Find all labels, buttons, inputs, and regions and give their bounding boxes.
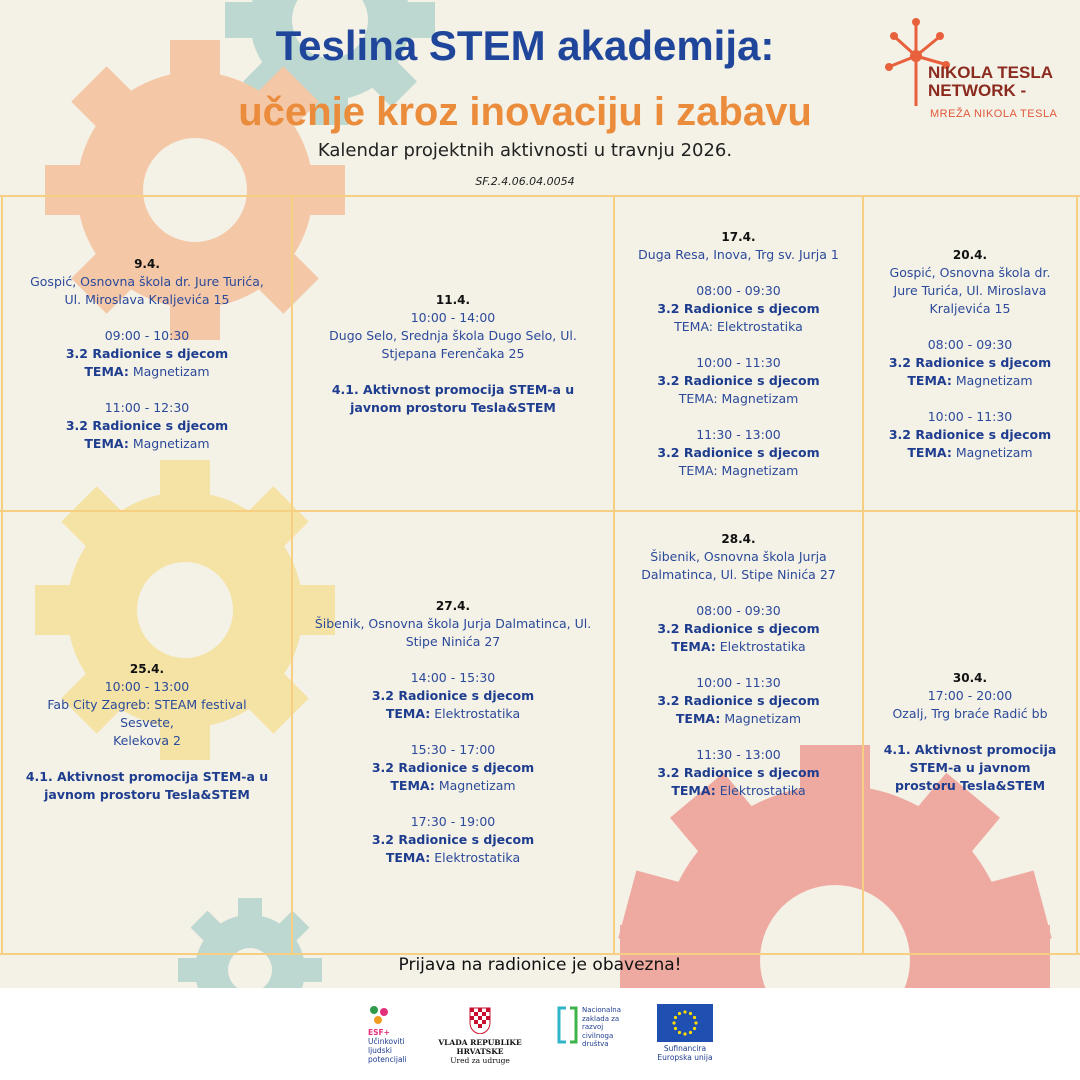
page-subtitle: učenje kroz inovaciju i zabavu xyxy=(238,90,812,134)
eu-star-icon xyxy=(693,1027,696,1030)
eu-star-icon xyxy=(683,1010,686,1013)
session-activity: 3.2 Radionice s djecom xyxy=(657,372,820,388)
croatia-coat-of-arms-icon xyxy=(468,1004,492,1034)
esf-title: ESF+ xyxy=(368,1028,390,1037)
session-activity: 3.2 Radionice s djecom xyxy=(65,345,229,361)
eu-flag-icon xyxy=(657,1004,713,1042)
event-location: Dugo Selo, Srednja škola Dugo Selo, Ul. Stjepana Ferenčaka 25 xyxy=(329,327,577,361)
session-activity: 3.2 Radionice s djecom xyxy=(65,417,229,433)
event-28-4 xyxy=(616,512,861,952)
esf-icon xyxy=(368,1004,392,1026)
calendar-caption: Kalendar projektnih aktivnosti u travnju 2026. xyxy=(317,140,733,161)
nz-line: zaklada za xyxy=(582,1014,620,1023)
session-topic: TEMA: Magnetizam xyxy=(678,462,799,478)
logo-line2: NETWORK - xyxy=(928,81,1027,100)
session-topic: TEMA: Elektrostatika xyxy=(674,318,803,334)
eu-line: Europska unija xyxy=(657,1053,713,1062)
registration-note: Prijava na radionice je obavezna! xyxy=(398,955,682,975)
eu-logo xyxy=(652,1004,718,1062)
session-time: 10:00 - 11:30 xyxy=(696,675,781,690)
session-time: 08:00 - 09:30 xyxy=(696,282,781,298)
session-time: 09:00 - 10:30 xyxy=(104,327,190,343)
event-20-4 xyxy=(865,197,1075,510)
eu-star-icon xyxy=(689,1012,692,1015)
session-time: 11:00 - 12:30 xyxy=(104,399,190,415)
event-27-4 xyxy=(294,512,612,952)
event-date: 11.4. xyxy=(435,292,471,307)
vlada-title: VLADA REPUBLIKE HRVATSKE xyxy=(438,1038,522,1056)
event-date: 20.4. xyxy=(952,247,988,262)
event-location: Gospić, Osnovna škola dr. Jure Turića, Ul. Miroslava Kraljevića 15 xyxy=(30,273,264,307)
event-date: 9.4. xyxy=(134,256,160,271)
event-9-4 xyxy=(4,197,290,510)
session-activity: 3.2 Radionice s djecom xyxy=(888,426,1052,442)
session-time: 14:00 - 15:30 xyxy=(410,670,496,685)
esf-line: Učinkoviti xyxy=(368,1037,405,1046)
session-topic: TEMA: Magnetizam xyxy=(678,390,799,406)
event-25-4 xyxy=(4,512,290,952)
esf-line: ljudski xyxy=(368,1046,393,1055)
session-topic: TEMA: Elektrostatika xyxy=(671,639,806,654)
event-date: 17.4. xyxy=(721,229,756,244)
event-date: 28.4. xyxy=(721,532,756,546)
session-activity: 3.2 Radionice s djecom xyxy=(657,765,820,780)
event-date: 25.4. xyxy=(129,662,165,676)
nzrcd-bracket-icon xyxy=(556,1006,578,1044)
nz-line: Nacionalna xyxy=(582,1006,621,1014)
session-time: 08:00 - 09:30 xyxy=(927,336,1013,352)
session-activity: 3.2 Radionice s djecom xyxy=(657,444,820,460)
session-topic: TEMA: Magnetizam xyxy=(907,444,1033,460)
event-location: Gospić, Osnovna škola dr. Jure Turića, Ul. Miroslava Kraljevića 15 xyxy=(889,264,1051,316)
session-topic: TEMA: Magnetizam xyxy=(84,435,210,451)
session-topic: TEMA: Elektrostatika xyxy=(385,706,521,721)
event-activity: 4.1. Aktivnost promocija STEM-a u javnom prostoru Tesla&STEM xyxy=(25,769,269,802)
session-activity: 3.2 Radionice s djecom xyxy=(371,832,535,847)
eu-star-icon xyxy=(674,1016,677,1019)
session-topic: TEMA: Elektrostatika xyxy=(385,850,521,865)
session-activity: 3.2 Radionice s djecom xyxy=(657,693,820,708)
session-activity: 3.2 Radionice s djecom xyxy=(657,300,820,316)
eu-star-icon xyxy=(693,1016,696,1019)
eu-star-icon xyxy=(694,1021,697,1024)
nzrcd-logo xyxy=(556,1006,621,1049)
session-activity: 3.2 Radionice s djecom xyxy=(371,760,535,775)
session-time: 11:30 - 13:00 xyxy=(696,747,781,762)
session-time: 10:00 - 11:30 xyxy=(696,354,781,370)
session-topic: TEMA: Magnetizam xyxy=(907,372,1033,388)
session-time: 10:00 - 11:30 xyxy=(927,408,1013,424)
nz-line: razvoj xyxy=(582,1023,604,1031)
eu-star-icon xyxy=(678,1012,681,1015)
logo-subtext: MREŽA NIKOLA TESLA xyxy=(930,108,1058,120)
event-time: 17:00 - 20:00 xyxy=(927,688,1013,703)
event-time: 10:00 - 14:00 xyxy=(410,309,496,325)
logo-text xyxy=(928,64,1053,100)
logo-line1: NIKOLA TESLA xyxy=(928,63,1053,82)
session-topic: TEMA: Magnetizam xyxy=(84,363,210,379)
event-11-4 xyxy=(294,197,612,510)
session-activity: 3.2 Radionice s djecom xyxy=(657,621,820,636)
page-title: Teslina STEM akademija: xyxy=(275,22,775,69)
project-code: SF.2.4.06.04.0054 xyxy=(475,175,575,188)
event-activity: 4.1. Aktivnost promocija STEM-a u javnom prostoru Tesla&STEM xyxy=(883,742,1057,793)
nz-line: civilnoga xyxy=(582,1031,614,1040)
calendar-grid xyxy=(0,195,1080,955)
session-activity: 3.2 Radionice s djecom xyxy=(888,354,1052,370)
vlada-subtitle: Ured za udruge xyxy=(450,1056,510,1065)
event-time: 10:00 - 13:00 xyxy=(104,679,190,694)
esf-line: potencijali xyxy=(368,1055,407,1064)
nz-line: društva xyxy=(582,1040,609,1048)
event-date: 30.4. xyxy=(952,671,988,685)
session-time: 08:00 - 09:30 xyxy=(696,603,781,618)
footer-logos xyxy=(0,988,1080,1080)
session-topic: TEMA: Magnetizam xyxy=(390,778,516,793)
session-activity: 3.2 Radionice s djecom xyxy=(371,688,535,703)
eu-line: Sufinancira xyxy=(663,1044,707,1053)
vlada-logo xyxy=(420,1004,540,1065)
eu-star-icon xyxy=(678,1031,681,1034)
esf-logo xyxy=(368,1004,407,1064)
session-topic: TEMA: Magnetizam xyxy=(675,711,802,726)
event-activity: 4.1. Aktivnost promocija STEM-a u javnom prostoru Tesla&STEM xyxy=(331,381,575,415)
event-date: 27.4. xyxy=(435,599,471,613)
event-location-line: Sesvete, xyxy=(120,715,174,730)
session-time: 11:30 - 13:00 xyxy=(696,426,781,442)
event-location: Duga Resa, Inova, Trg sv. Jurja 1 xyxy=(638,246,839,262)
eu-star-icon xyxy=(683,1032,686,1035)
event-location: Ozalj, Trg braće Radić bb xyxy=(892,706,1048,721)
event-location: Šibenik, Osnovna škola Jurja Dalmatinca, Ul. Stipe Ninića 27 xyxy=(641,549,836,582)
event-30-4 xyxy=(865,512,1075,952)
event-location: Šibenik, Osnovna škola Jurja Dalmatinca, Ul. Stipe Ninića 27 xyxy=(314,616,592,649)
event-location-line: Fab City Zagreb: STEAM festival xyxy=(47,697,247,712)
session-time: 15:30 - 17:00 xyxy=(410,742,496,757)
event-17-4 xyxy=(616,197,861,510)
session-topic: TEMA: Elektrostatika xyxy=(671,783,806,798)
eu-star-icon xyxy=(674,1027,677,1030)
event-location-line: Kelekova 2 xyxy=(113,733,181,748)
session-time: 17:30 - 19:00 xyxy=(410,814,496,829)
eu-star-icon xyxy=(689,1031,692,1034)
eu-star-icon xyxy=(672,1021,675,1024)
